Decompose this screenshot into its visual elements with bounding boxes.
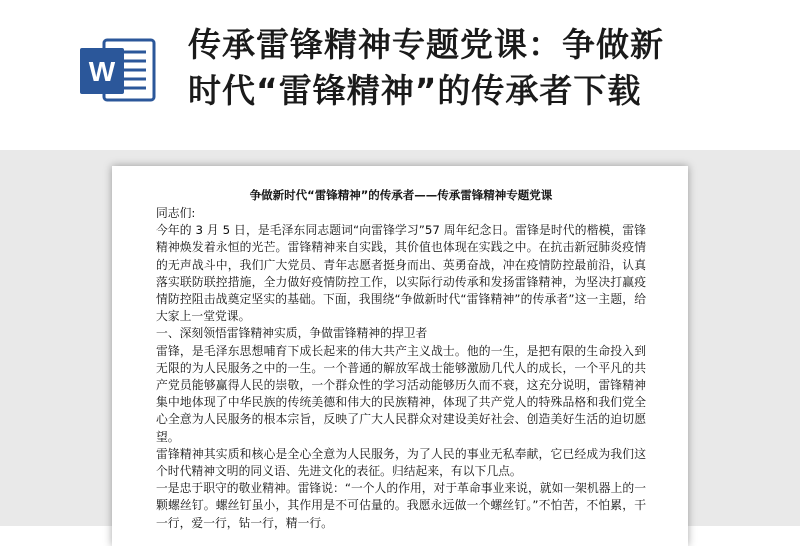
document-heading: 争做新时代“雷锋精神”的传承者——传承雷锋精神专题党课 [249, 188, 553, 202]
header [0, 0, 800, 150]
document-page [112, 166, 688, 546]
word-icon-letter: W [88, 56, 116, 87]
greeting-paragraph: 同志们: [156, 206, 196, 220]
page-title: 传承雷锋精神专题党课：争做新 时代“雷锋精神”的传承者下载 [188, 25, 664, 110]
body-paragraph: 一是忠于职守的敬业精神。雷锋说：“一个人的作用，对于革命事业来说，就如一架机器上的一颗螺丝钉。螺丝钉虽小，其作用是不可估量的。我愿永远做一个螺丝钉。”不怕苦，不怕累，干一行，爱一行，钻一行，精一行。 [156, 481, 646, 530]
body-paragraph: 雷锋精神其实质和核心是全心全意为人民服务，为了人民的事业无私奉献，它已经成为我们这个时代精神文明的同义语、先进文化的表征。归结起来，有以下几点。 [156, 446, 646, 479]
section-heading: 一、深刻领悟雷锋精神实质，争做雷锋精神的捍卫者 [156, 326, 428, 341]
word-document-icon [78, 34, 158, 106]
body-paragraph: 雷锋，是毛泽东思想哺育下成长起来的伟大共产主义战士。他的一生，是把有限的生命投入到无限的为人民服务之中的一生。一个普通的解放军战士能够激励几代人的成长，一个平凡的共产党员能够赢得人民的崇敬，一个群众性的学习活动能够历久而不衰，这充分说明，雷锋精神集中地体现了中华民族的传统美德和伟大的民族精神，体现了共产党人的特殊品格和我们党全心全意为人民服务的根本宗旨，反映了广大人民群众对建设美好社会、创造美好生活的迫切愿望。 [156, 343, 646, 444]
intro-paragraph: 今年的 3 月 5 日，是毛泽东同志题词“向雷锋学习”57 周年纪念日。雷锋是时代的楷模，雷锋精神焕发着永恒的光芒。雷锋精神来自实践，其价值也体现在实践之中。在抗击新冠肺炎疫情的无声战斗中，我们广大党员、青年志愿者挺身而出、英勇奋战，冲在疫情防控最前沿，认真落实联防联控措施，全力做好疫情防控工作，以实际行动传承和发扬雷锋精神，为坚决打赢疫情防控阻击战奠定坚实的基础。下面，我围绕“争做新时代“雷锋精神”的传承者”这一主题，给大家上一堂党课。 [156, 223, 646, 324]
document-body [156, 186, 646, 532]
